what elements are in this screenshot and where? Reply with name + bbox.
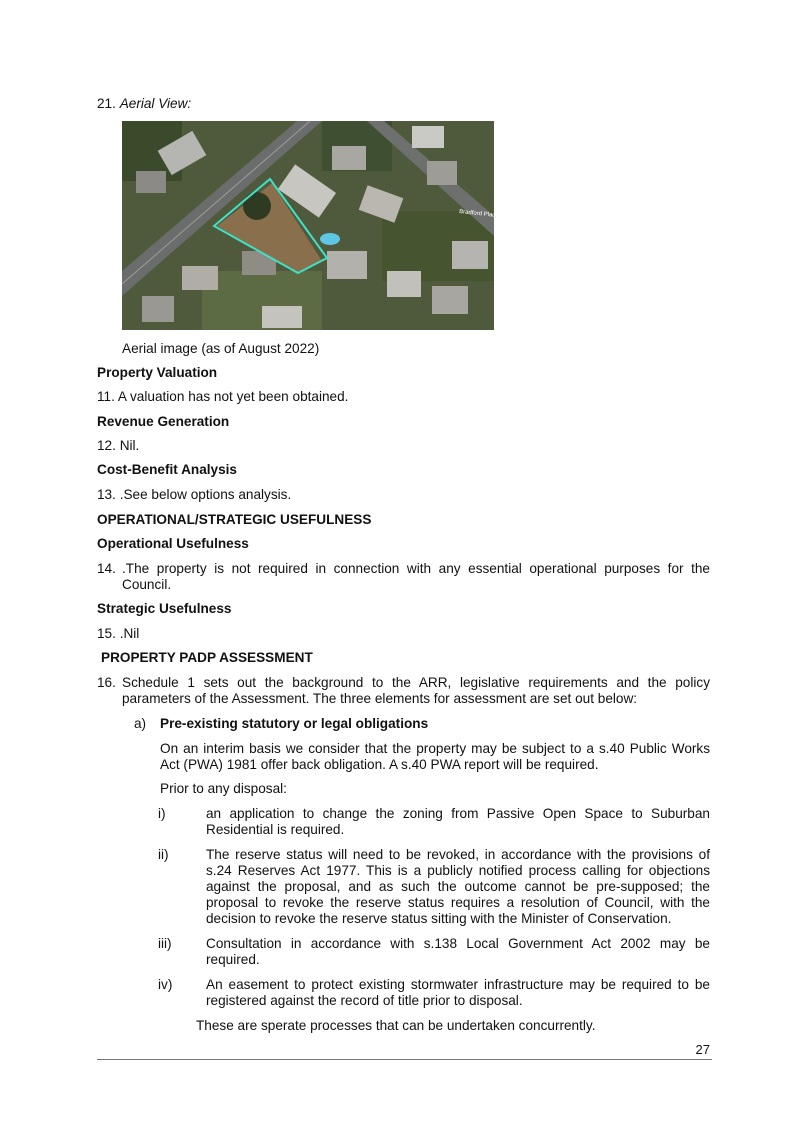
item-14-number: 14. bbox=[97, 561, 116, 576]
operational-strategic-heading: OPERATIONAL/STRATEGIC USEFULNESS bbox=[97, 512, 372, 527]
item-14-line-2: Council. bbox=[122, 577, 172, 592]
roman-item-line: against the proposal, and as such the outcome cannot be pre-supposed; the bbox=[206, 879, 710, 894]
closing-line: These are sperate processes that can be undertaken concurrently. bbox=[196, 1018, 596, 1033]
item-13-number: 13. bbox=[97, 487, 116, 502]
item-15-text: .Nil bbox=[119, 626, 140, 641]
sub-a-title: Pre-existing statutory or legal obligations bbox=[160, 716, 429, 731]
roman-item-line: decision to revoke the reserve status sitting with the Minister of Conservation. bbox=[206, 911, 672, 926]
roman-item-line: An easement to protect existing stormwater infrastructure may be required to be bbox=[206, 977, 710, 992]
item-12 bbox=[97, 438, 139, 454]
aerial-caption: Aerial image (as of August 2022) bbox=[122, 341, 320, 356]
item-13-text: .See below options analysis. bbox=[119, 487, 292, 502]
item-11-text: A valuation has not yet been obtained. bbox=[117, 389, 349, 404]
roman-item-line: Consultation in accordance with s.138 Local Government Act 2002 may be bbox=[206, 936, 710, 951]
operational-usefulness-heading: Operational Usefulness bbox=[97, 536, 249, 551]
sub-a-label: a) bbox=[134, 716, 147, 731]
roman-item-line: required. bbox=[206, 952, 260, 967]
item-16-line-1: Schedule 1 sets out the background to the ARR, legislative requirements and the policy bbox=[122, 675, 710, 690]
section-21-heading bbox=[97, 96, 191, 112]
roman-item-line: proposal to revoke the reserve status requires a resolution of Council, with the bbox=[206, 895, 710, 910]
revenue-generation-heading: Revenue Generation bbox=[97, 414, 230, 429]
sub-a-para1-line-1: On an interim basis we consider that the property may be subject to a s.40 Public Works bbox=[160, 741, 710, 756]
item-15 bbox=[97, 626, 139, 642]
roman-item-label: iii) bbox=[158, 936, 172, 951]
item-14-line-1: .The property is not required in connection with any essential operational purposes for the bbox=[122, 561, 710, 576]
section-21-number: 21. bbox=[97, 96, 116, 111]
padp-assessment-heading: PROPERTY PADP ASSESSMENT bbox=[101, 650, 313, 665]
item-15-number: 15. bbox=[97, 626, 116, 641]
roman-item-line: an application to change the zoning from Passive Open Space to Suburban bbox=[206, 806, 710, 821]
cost-benefit-heading: Cost-Benefit Analysis bbox=[97, 462, 237, 477]
roman-item-line: s.24 Reserves Act 1977. This is a publicly notified process calling for objections bbox=[206, 863, 710, 878]
roman-item-line: Residential is required. bbox=[206, 822, 345, 837]
roman-item-label: i) bbox=[158, 806, 166, 821]
item-12-number: 12. bbox=[97, 438, 116, 453]
item-12-text: Nil. bbox=[119, 438, 140, 453]
item-11-number: 11. bbox=[97, 389, 115, 404]
strategic-usefulness-heading: Strategic Usefulness bbox=[97, 601, 232, 616]
page-number: 27 bbox=[695, 1042, 710, 1057]
sub-a-para1-line-2: Act (PWA) 1981 offer back obligation. A s.40 PWA report will be required. bbox=[160, 757, 599, 772]
roman-item-line: The reserve status will need to be revoked, in accordance with the provisions of bbox=[206, 847, 710, 862]
roman-item-label: iv) bbox=[158, 977, 173, 992]
item-11 bbox=[97, 389, 348, 405]
item-13 bbox=[97, 487, 291, 503]
item-16-number: 16. bbox=[97, 675, 116, 690]
section-21-title: Aerial View: bbox=[119, 96, 192, 111]
item-16-line-2: parameters of the Assessment. The three elements for assessment are set out below: bbox=[122, 691, 638, 706]
aerial-image bbox=[122, 121, 499, 330]
property-valuation-heading: Property Valuation bbox=[97, 365, 218, 380]
roman-item-line: registered against the record of title prior to disposal. bbox=[206, 993, 523, 1008]
footer-rule bbox=[97, 1059, 712, 1060]
aerial-street-label: Bradford Place bbox=[458, 209, 499, 220]
roman-item-label: ii) bbox=[158, 847, 169, 862]
sub-a-para2: Prior to any disposal: bbox=[160, 781, 287, 796]
